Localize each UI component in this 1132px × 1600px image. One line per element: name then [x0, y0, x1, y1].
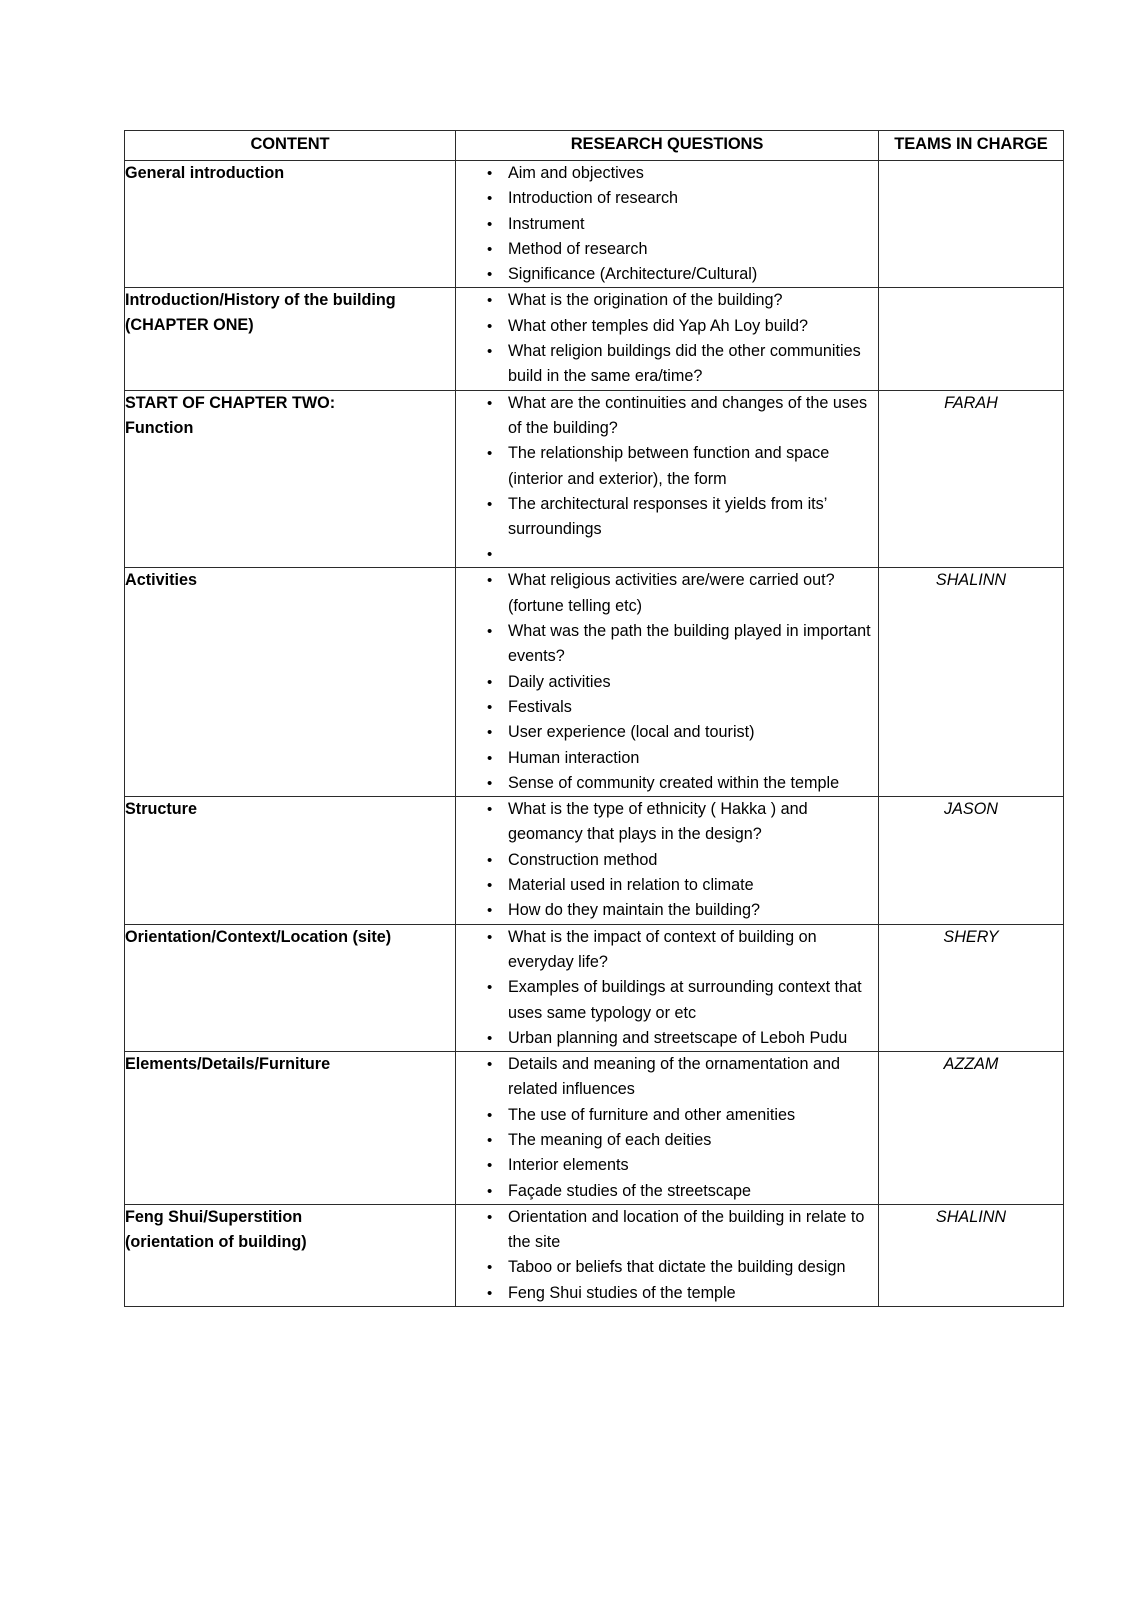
team-in-charge-cell: SHALINN [879, 568, 1064, 797]
question-text: Introduction of research [508, 189, 679, 208]
table-row [125, 1204, 1064, 1306]
question-text: How do they maintain the building? [508, 901, 760, 920]
bullet-icon: • [487, 774, 493, 792]
content-cell [125, 288, 456, 390]
research-questions-cell [456, 1052, 879, 1205]
research-questions-cell [456, 390, 879, 568]
question-text: What is the impact of context of building on everyday life? [508, 927, 817, 971]
question-item [456, 746, 878, 771]
content-cell [125, 1052, 456, 1205]
bullet-icon: • [487, 394, 493, 412]
question-text: What religious activities are/were carried out? (fortune telling etc) [508, 571, 835, 615]
question-list [456, 161, 878, 287]
question-text: Feng Shui studies of the temple [508, 1283, 736, 1302]
question-item [456, 542, 878, 567]
bullet-icon: • [487, 851, 493, 869]
team-in-charge-cell [879, 161, 1064, 288]
bullet-icon: • [487, 928, 493, 946]
question-text: Details and meaning of the ornamentation and related influences [508, 1055, 841, 1099]
research-questions-cell [456, 161, 879, 288]
content-cell [125, 161, 456, 288]
content-cell [125, 924, 456, 1051]
question-item [456, 848, 878, 873]
question-item [456, 1205, 878, 1256]
research-questions-cell [456, 797, 879, 924]
question-text: Human interaction [508, 748, 640, 767]
bullet-icon: • [487, 1284, 493, 1302]
question-item [456, 1153, 878, 1178]
question-text: Examples of buildings at surrounding context that uses same typology or etc [508, 978, 862, 1022]
question-text: Material used in relation to climate [508, 876, 754, 895]
column-header-content: CONTENT [125, 131, 456, 161]
question-item [456, 695, 878, 720]
bullet-icon: • [487, 698, 493, 716]
question-text: The architectural responses it yields from its’ surroundings [508, 494, 827, 539]
question-text: What was the path the building played in important events? [508, 622, 871, 666]
bullet-icon: • [487, 165, 493, 182]
question-item [456, 212, 878, 237]
bullet-icon: • [487, 902, 493, 920]
content-line: Function [125, 418, 194, 437]
question-list [456, 925, 878, 1051]
question-list [456, 797, 878, 923]
research-questions-cell [456, 568, 879, 797]
bullet-icon: • [487, 572, 493, 590]
bullet-icon: • [487, 215, 493, 233]
question-text: The use of furniture and other amenities [508, 1105, 796, 1124]
content-line: Elements/Details/Furniture [125, 1055, 331, 1074]
bullet-icon: • [487, 495, 493, 513]
question-list [456, 288, 878, 389]
question-text: What is the type of ethnicity ( Hakka ) and geomancy that plays in the design? [508, 800, 808, 844]
question-text: What is the origination of the building? [508, 291, 783, 310]
question-text: Urban planning and streetscape of Leboh Pudu [508, 1028, 848, 1047]
bullet-icon: • [487, 1208, 493, 1226]
question-text: Significance (Architecture/Cultural) [508, 265, 758, 284]
question-item [456, 670, 878, 695]
bullet-icon: • [487, 546, 493, 564]
bullet-icon: • [487, 445, 493, 463]
bullet-icon: • [487, 1259, 493, 1277]
team-in-charge-cell [879, 288, 1064, 390]
question-text: Façade studies of the streetscape [508, 1181, 751, 1200]
table-header [125, 131, 1064, 161]
content-line: Activities [125, 571, 197, 590]
question-item [456, 720, 878, 745]
bullet-icon: • [487, 266, 493, 284]
content-cell [125, 390, 456, 568]
column-header-teams-in-charge: TEAMS IN CHARGE [879, 131, 1064, 161]
bullet-icon: • [487, 749, 493, 767]
bullet-icon: • [487, 1157, 493, 1175]
question-text: Sense of community created within the temple [508, 773, 840, 792]
bullet-icon: • [487, 1029, 493, 1047]
table-row [125, 390, 1064, 568]
question-item [456, 898, 878, 923]
content-line: (orientation of building) [125, 1232, 307, 1251]
question-item [456, 391, 878, 442]
bullet-icon: • [487, 1131, 493, 1149]
research-questions-cell [456, 924, 879, 1051]
question-item [456, 619, 878, 670]
question-item [456, 161, 878, 186]
bullet-icon: • [487, 292, 493, 310]
question-item [456, 1255, 878, 1280]
bullet-icon: • [487, 724, 493, 742]
question-text: The relationship between function and space (interior and exterior), the form [508, 444, 830, 488]
bullet-icon: • [487, 623, 493, 641]
question-item [456, 1052, 878, 1103]
bullet-icon: • [487, 190, 493, 208]
question-text: User experience (local and tourist) [508, 723, 755, 742]
content-cell [125, 568, 456, 797]
bullet-icon: • [487, 801, 493, 819]
team-in-charge-cell: SHALINN [879, 1204, 1064, 1306]
table-row [125, 288, 1064, 390]
question-item [456, 797, 878, 848]
question-item [456, 237, 878, 262]
question-text: Method of research [508, 239, 648, 258]
content-line: START OF CHAPTER TWO: [125, 393, 336, 412]
column-header-research-questions: RESEARCH QUESTIONS [456, 131, 879, 161]
question-item [456, 441, 878, 492]
table-header-row [125, 131, 1064, 161]
table-row [125, 161, 1064, 288]
bullet-icon: • [487, 1056, 493, 1074]
table-row [125, 568, 1064, 797]
question-list [456, 391, 878, 568]
question-item [456, 568, 878, 619]
question-item [456, 1103, 878, 1128]
question-item [456, 873, 878, 898]
question-text: Instrument [508, 214, 585, 233]
question-item [456, 288, 878, 313]
question-text: What religion buildings did the other communities build in the same era/time? [508, 342, 861, 386]
question-item [456, 186, 878, 211]
question-item [456, 339, 878, 390]
question-item [456, 771, 878, 796]
bullet-icon: • [487, 673, 493, 691]
team-in-charge-cell: SHERY [879, 924, 1064, 1051]
research-plan-table [124, 130, 1064, 1307]
table-body [125, 161, 1064, 1307]
question-item [456, 1026, 878, 1051]
question-text: Orientation and location of the building in relate to the site [508, 1207, 865, 1252]
question-text: The meaning of each deities [508, 1130, 712, 1149]
question-text: What other temples did Yap Ah Loy build? [508, 316, 808, 335]
research-plan-table-container [124, 130, 1063, 1307]
bullet-icon: • [487, 343, 493, 361]
question-text: Interior elements [508, 1156, 629, 1175]
research-questions-cell [456, 288, 879, 390]
team-in-charge-cell: FARAH [879, 390, 1064, 568]
bullet-icon: • [487, 240, 493, 258]
bullet-icon: • [487, 1106, 493, 1124]
team-in-charge-cell: JASON [879, 797, 1064, 924]
table-row [125, 924, 1064, 1051]
question-text: Aim and objectives [508, 164, 644, 182]
content-cell [125, 1204, 456, 1306]
content-line: Structure [125, 800, 197, 819]
content-line: Introduction/History of the building [125, 291, 396, 310]
bullet-icon: • [487, 317, 493, 335]
team-in-charge-cell: AZZAM [879, 1052, 1064, 1205]
content-line: Orientation/Context/Location (site) [125, 927, 392, 946]
bullet-icon: • [487, 877, 493, 895]
question-item [456, 492, 878, 543]
bullet-icon: • [487, 979, 493, 997]
question-item [456, 1179, 878, 1204]
question-text: Construction method [508, 850, 658, 869]
content-line: General introduction [125, 164, 285, 182]
bullet-icon: • [487, 1182, 493, 1200]
question-list [456, 1052, 878, 1204]
question-text: Daily activities [508, 672, 611, 691]
question-item [456, 262, 878, 287]
question-item [456, 925, 878, 976]
question-text: What are the continuities and changes of the uses of the building? [508, 393, 868, 437]
content-line: (CHAPTER ONE) [125, 316, 254, 335]
question-list [456, 1205, 878, 1306]
question-list [456, 568, 878, 796]
question-item [456, 1281, 878, 1306]
table-row [125, 1052, 1064, 1205]
question-item [456, 314, 878, 339]
research-questions-cell [456, 1204, 879, 1306]
question-item [456, 975, 878, 1026]
question-item [456, 1128, 878, 1153]
content-line: Feng Shui/Superstition [125, 1207, 303, 1226]
question-text: Taboo or beliefs that dictate the building design [508, 1258, 846, 1277]
table-row [125, 797, 1064, 924]
question-text: Festivals [508, 697, 572, 716]
content-cell [125, 797, 456, 924]
